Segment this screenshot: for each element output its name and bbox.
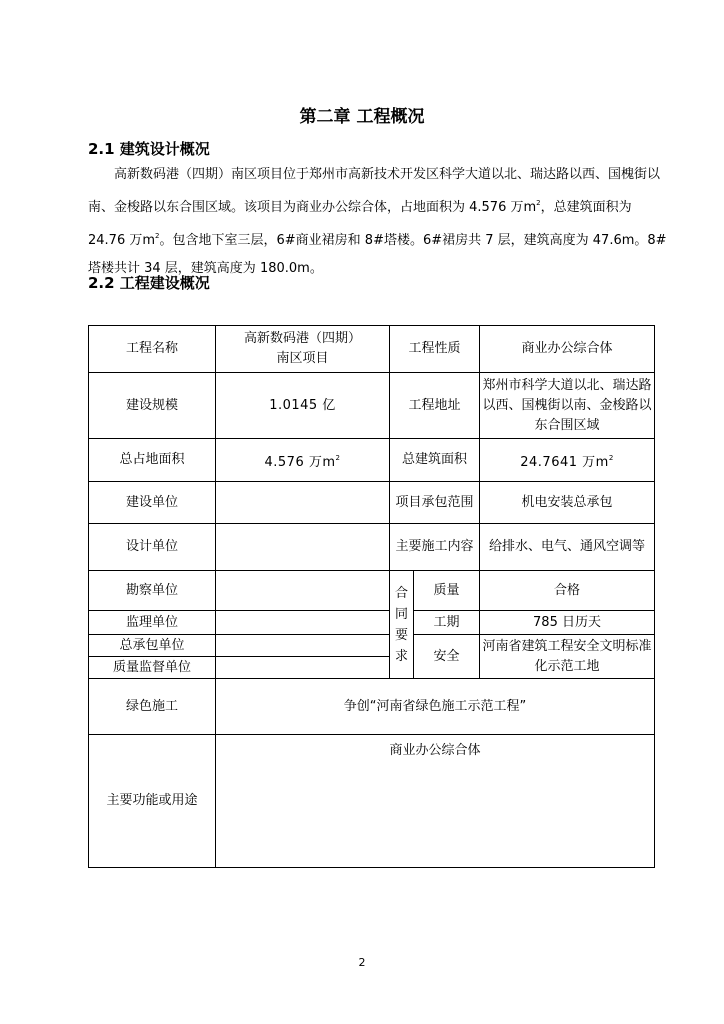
para-unit-1: m [523,200,537,215]
value-green-construction: 争创“河南省绿色施工示范工程” [216,679,655,735]
label-supervision-unit: 监理单位 [89,611,216,635]
project-info-table [88,325,655,868]
value-project-name-line1: 高新数码港（四期） [243,331,361,346]
para-unit-2: m [142,233,156,248]
value-total-floor-area-text: 24.7641 万m [520,454,609,470]
label-safety: 安全 [414,635,480,679]
label-survey-unit: 勘察单位 [89,571,216,611]
table-row [89,524,655,571]
value-general-contractor [216,635,390,657]
value-survey-unit [216,571,390,611]
value-duration: 785 日历天 [480,611,655,635]
label-main-works: 主要施工内容 [390,524,480,571]
label-construction-scale: 建设规模 [89,373,216,439]
page-number: 2 [358,956,366,969]
value-supervision-unit [216,611,390,635]
label-owner-unit: 建设单位 [89,482,216,524]
design-overview-paragraph [88,161,668,283]
value-total-land-area-sup: 2 [335,453,341,462]
value-main-works: 给排水、电气、通风空调等 [480,524,655,571]
value-owner-unit [216,482,390,524]
para-unit-2-sup: 2 [155,232,160,240]
table-row [89,635,655,657]
label-design-unit: 设计单位 [89,524,216,571]
section-title-2-1: 2.1 建筑设计概况 [88,140,210,158]
label-total-floor-area: 总建筑面积 [390,439,480,482]
value-quality-supervision-unit [216,657,390,679]
label-main-function: 主要功能或用途 [89,735,216,868]
label-total-land-area: 总占地面积 [89,439,216,482]
table-row [89,571,655,611]
para-part-e: 。包含地下室三层，6#商业裙房和 8#塔楼。6#裙房共 7 层，建筑高度为 47.6m。8#塔楼共计 34 层，建筑高度为 180.0m。 [88,233,667,276]
label-general-contractor: 总承包单位 [89,635,216,657]
label-contract-requirements: 合同要求 [390,571,414,679]
label-project-name: 工程名称 [89,326,216,373]
value-quality: 合格 [480,571,655,611]
para-part-a: 高新数码港（四期）南区项目位于郑州市高新技术开发区科学大道以北、瑞达路以西、国槐街以南、金梭路以东合围区域。该项目为商业办公综合体，占地面积为 4.576 万 [88,167,661,215]
label-project-nature: 工程性质 [390,326,480,373]
value-total-land-area-text: 4.576 万m [264,454,336,470]
label-project-address: 工程地址 [390,373,480,439]
para-part-c: ，总建筑面积为 24.76 万 [88,200,632,248]
table-row [89,373,655,439]
table-row [89,326,655,373]
value-total-land-area [216,439,390,482]
table-row [89,735,655,868]
label-green-construction: 绿色施工 [89,679,216,735]
label-quality: 质量 [414,571,480,611]
value-project-address: 郑州市科学大道以北、瑞达路以西、国槐街以南、金梭路以东合围区域 [480,373,655,439]
label-duration: 工期 [414,611,480,635]
value-construction-scale: 1.0145 亿 [216,373,390,439]
value-contract-scope: 机电安装总承包 [480,482,655,524]
chapter-title: 第二章 工程概况 [299,107,425,127]
value-main-function: 商业办公综合体 [216,735,655,868]
value-project-name [216,326,390,373]
para-unit-1-sup: 2 [536,199,541,207]
table-row [89,611,655,635]
table-row [89,439,655,482]
value-design-unit [216,524,390,571]
value-project-name-line2: 南区项目 [276,351,329,366]
value-total-floor-area [480,439,655,482]
table-row [89,482,655,524]
table-row [89,679,655,735]
value-project-nature: 商业办公综合体 [480,326,655,373]
value-total-floor-area-sup: 2 [608,453,614,462]
label-contract-scope: 项目承包范围 [390,482,480,524]
label-quality-supervision-unit: 质量监督单位 [89,657,216,679]
section-title-2-2: 2.2 工程建设概况 [88,274,210,292]
value-safety: 河南省建筑工程安全文明标准化示范工地 [480,635,655,679]
